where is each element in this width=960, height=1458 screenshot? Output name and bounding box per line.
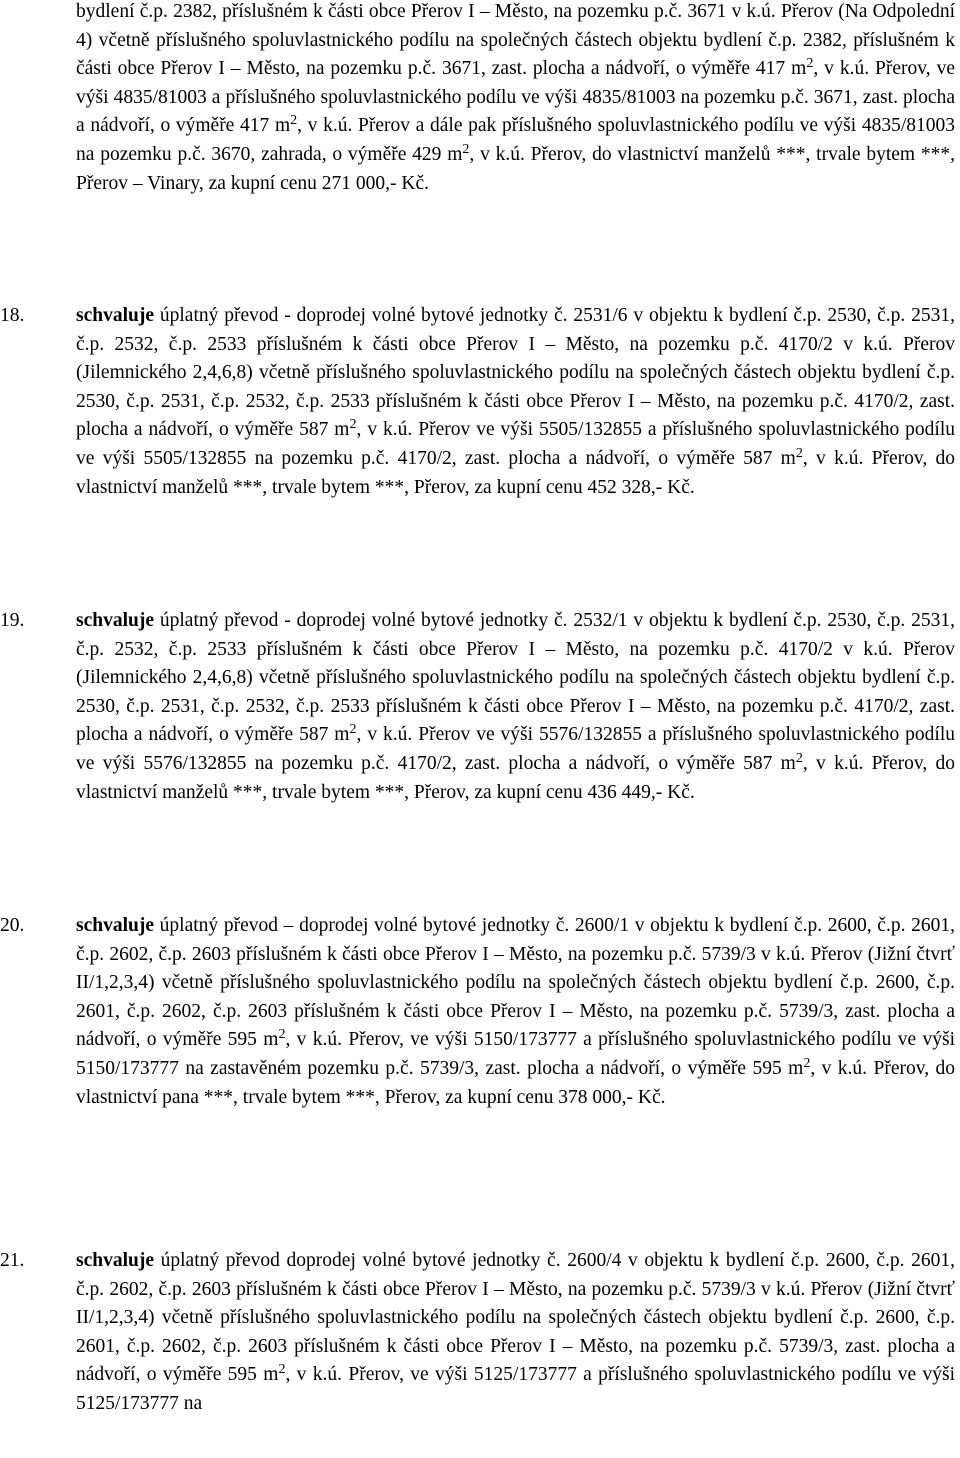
item-body bbox=[76, 1247, 955, 1419]
item-keyword: schvaluje bbox=[76, 1250, 154, 1271]
item-body bbox=[76, 607, 955, 807]
item-number: 21. bbox=[0, 1250, 25, 1271]
item-number: 18. bbox=[0, 305, 25, 326]
item-keyword: schvaluje bbox=[76, 610, 154, 631]
item-number: 20. bbox=[0, 915, 25, 936]
lead-paragraph bbox=[76, 0, 955, 198]
item-text: úplatný převod - doprodej volné bytové jednotky č. 2532/1 v objektu k bydlení č.p. 2530, č.p. 2531, č.p. 2532, č.p. 2533 příslušném k části obce Přerov I – Město, na pozemku p.č. 4170/2 v k.ú. Přerov (Jilemnického 2,4,6,8) včetně příslušného spoluvlastnického podílu na společných částech objektu bydlení č.p. 2530, č.p. 2531, č.p. 2532, č.p. 2533 příslušném k části obce Přerov I – Město, na pozemku p.č. 4170/2, zast. plocha a nádvoří, o výměře 587 $m^2$, v k.ú. Přerov ve výši 5576/132855 a příslušného spoluvlastnického podílu ve výši 5576/132855 na pozemku p.č. 4170/2, zast. plocha a nádvoří, o výměře 587 $m^2$, v k.ú. Přerov, do vlastnictví manželů ***, trvale bytem ***, Přerov, za kupní cenu 436 449,- Kč. bbox=[76, 610, 956, 803]
item-text: úplatný převod - doprodej volné bytové jednotky č. 2531/6 v objektu k bydlení č.p. 2530, č.p. 2531, č.p. 2532, č.p. 2533 příslušném k části obce Přerov I – Město, na pozemku p.č. 4170/2 v k.ú. Přerov (Jilemnického 2,4,6,8) včetně příslušného spoluvlastnického podílu na společných částech objektu bydlení č.p. 2530, č.p. 2531, č.p. 2532, č.p. 2533 příslušném k části obce Přerov I – Město, na pozemku p.č. 4170/2, zast. plocha a nádvoří, o výměře 587 $m^2$, v k.ú. Přerov ve výši 5505/132855 a příslušného spoluvlastnického podílu ve výši 5505/132855 na pozemku p.č. 4170/2, zast. plocha a nádvoří, o výměře 587 $m^2$, v k.ú. Přerov, do vlastnictví manželů ***, trvale bytem ***, Přerov, za kupní cenu 452 328,- Kč. bbox=[76, 305, 956, 498]
item-body bbox=[76, 912, 955, 1112]
item-body bbox=[76, 302, 955, 502]
lead-text: bydlení č.p. 2382, příslušném k části obce Přerov I – Město, na pozemku p.č. 3671 v k.ú. Přerov (Na Odpolední 4) včetně příslušného spoluvlastnického podílu na společných částech objektu bydlení č.p. 2382, příslušném k části obce Přerov I – Město, na pozemku p.č. 3671, zast. plocha a nádvoří, o výměře 417 $m^2$, v k.ú. Přerov, ve výši 4835/81003 a příslušného spoluvlastnického podílu ve výši 4835/81003 na pozemku p.č. 3671, zast. plocha a nádvoří, o výměře 417 $m^2$, v k.ú. Přerov a dále pak příslušného spoluvlastnického podílu ve výši 4835/81003 na pozemku p.č. 3670, zahrada, o výměře 429 $m^2$, v k.ú. Přerov, do vlastnictví manželů ***, trvale bytem ***, Přerov – Vinary, za kupní cenu 271 000,- Kč. bbox=[76, 1, 956, 194]
item-number: 19. bbox=[0, 610, 25, 631]
item-keyword: schvaluje bbox=[76, 305, 154, 326]
item-keyword: schvaluje bbox=[76, 915, 154, 936]
item-text: úplatný převod doprodej volné bytové jednotky č. 2600/4 v objektu k bydlení č.p. 2600, č.p. 2601, č.p. 2602, č.p. 2603 příslušném k části obce Přerov I – Město, na pozemku p.č. 5739/3 v k.ú. Přerov (Jižní čtvrť II/1,2,3,4) včetně příslušného spoluvlastnického podílu na společných částech objektu bydlení č.p. 2600, č.p. 2601, č.p. 2602, č.p. 2603 příslušném k části obce Přerov I – Město, na pozemku p.č. 5739/3, zast. plocha a nádvoří, o výměře 595 $m^2$, v k.ú. Přerov, ve výši 5125/173777 a příslušného spoluvlastnického podílu ve výši 5125/173777 na bbox=[76, 1250, 955, 1414]
item-text: úplatný převod – doprodej volné bytové jednotky č. 2600/1 v objektu k bydlení č.p. 2600, č.p. 2601, č.p. 2602, č.p. 2603 příslušném k části obce Přerov I – Město, na pozemku p.č. 5739/3 v k.ú. Přerov (Jižní čtvrť II/1,2,3,4) včetně příslušného spoluvlastnického podílu na společných částech objektu bydlení č.p. 2600, č.p. 2601, č.p. 2602, č.p. 2603 příslušném k části obce Přerov I – Město, na pozemku p.č. 5739/3, zast. plocha a nádvoří, o výměře 595 $m^2$, v k.ú. Přerov, ve výši 5150/173777 a příslušného spoluvlastnického podílu ve výši 5150/173777 na zastavěném pozemku p.č. 5739/3, zast. plocha a nádvoří, o výměře 595 $m^2$, v k.ú. Přerov, do vlastnictví pana ***, trvale bytem ***, Přerov, za kupní cenu 378 000,- Kč. bbox=[76, 915, 955, 1108]
